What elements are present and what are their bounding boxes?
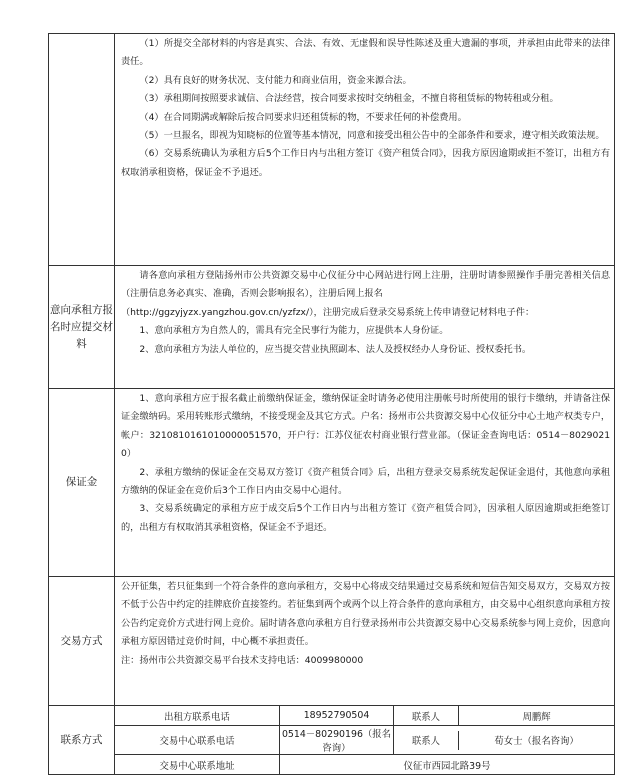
- materials-row: [49, 266, 615, 389]
- materials-content: [115, 266, 615, 389]
- trade-method-note: 注：扬州市公共资源交易平台技术支持电话：4009980000: [121, 654, 364, 666]
- deposit-row: [49, 389, 615, 577]
- commitment-item-6: （6）交易系统确认为承租方后5个工作日内与出租方签订《资产租赁合同》，因我方原因逾期或拒不签订，出租方有权取消承租资格，保证金不予退还。: [121, 148, 611, 178]
- lessor-contact-cell: [394, 706, 615, 726]
- center-contact-label: 联系人: [394, 731, 459, 750]
- trade-method-row: [49, 577, 615, 706]
- materials-item-2: 2、意向承租方为法人单位的，应当提交营业执照副本、法人及授权经办人身份证、授权委托书。: [139, 343, 532, 355]
- commitment-item-3: （3）承租期间按照要求诚信、合法经营，按合同要求按时交纳租金，不擅自将租赁标的物转租或分租。: [139, 93, 559, 105]
- deposit-item-2: 2、承租方缴纳的保证金在交易双方签订《资产租赁合同》后，出租方登录交易系统发起保证金退付，其他意向承租方缴纳的保证金在竞价后3个工作日内由交易中心退付。: [121, 466, 611, 497]
- address-value: 仪征市西园北路39号: [280, 755, 615, 775]
- center-contact-name: 荀女士（报名咨询）: [494, 736, 579, 747]
- contact-label: 联系方式: [49, 706, 115, 775]
- trade-method-text: 公开征集，若只征集到一个符合条件的意向承租方，交易中心将成交结果通过交易系统和短信告知交易双方，交易双方按不低于公告中约定的挂牌底价直接签约。若征集到两个或两个以上符合条件的意向承租方，由交易中心组织意向承租方按公告约定竞价方式进行网上竞价。届时请各意向承租方自行登录扬州市公共资源交易中心交易系统参与网上竞价，因意向承租方原因错过竞价时间，中心概不承担责任。: [121, 581, 611, 648]
- commitment-item-2: （2）具有良好的财务状况、支付能力和商业信用，资金来源合法。: [139, 74, 412, 86]
- materials-url: （http://ggzyjyzx.yangzhou.gov.cn/yzfzx/），注册完成后登录交易系统上传申请登记材料电子件：: [121, 306, 535, 318]
- materials-label: 意向承租方报名时应提交材料: [49, 266, 115, 389]
- commitment-label-cell: [49, 34, 115, 266]
- commitment-item-5: （5）一旦报名，即视为知晓标的位置等基本情况，同意和接受出租公告中的全部条件和要求，遵守相关政策法规。: [139, 130, 605, 142]
- trade-method-content: [115, 577, 615, 706]
- lessor-phone: 18952790504: [280, 706, 394, 726]
- deposit-label: 保证金: [49, 389, 115, 577]
- materials-item-1: 1、意向承租方为自然人的，需具有完全民事行为能力，应提供本人身份证。: [139, 325, 449, 337]
- center-contact-cell: [394, 726, 615, 755]
- commitment-content: [115, 34, 615, 266]
- lessor-contact-name: 周鹏辉: [522, 711, 551, 723]
- materials-intro: 请各意向承租方登陆扬州市公共资源交易中心仪征分中心网站进行网上注册，注册时请参照操作手册完善相关信息（注册信息务必真实、准确，否则会影响报名），注册后网上报名: [121, 270, 611, 300]
- contact-row-1: [49, 706, 615, 726]
- center-phone: 0514－80290196（报名咨询）: [280, 726, 394, 755]
- contact-row-2: [49, 726, 615, 755]
- info-table: [48, 33, 615, 775]
- trade-method-label: 交易方式: [49, 577, 115, 706]
- center-phone-label: 交易中心联系电话: [115, 726, 280, 755]
- address-label: 交易中心联系地址: [115, 755, 280, 775]
- deposit-item-1: 1、意向承租方应于报名截止前缴纳保证金，缴纳保证金时请务必使用注册帐号时所使用的银行卡缴纳，并请备注保证金缴纳码。采用转账形式缴纳，不接受现金及其它方式。户名：扬州市公共资源交易中心仪征分中心土地产权类专户，帐户：3210810161010000051570，开户行：江苏仪征农村商业银行营业部。（保证金查询电话：0514－80290210）: [121, 393, 611, 460]
- commitment-item-4: （4）在合同期满或解除后按合同要求归还租赁标的物，不要求任何的补偿费用。: [139, 111, 467, 123]
- commitment-item-1: （1）所提交全部材料的内容是真实、合法、有效、无虚假和误导性陈述及重大遗漏的事项，并承担由此带来的法律责任。: [121, 38, 611, 68]
- lessor-phone-label: 出租方联系电话: [115, 706, 280, 726]
- deposit-content: [115, 389, 615, 577]
- commitment-row: [49, 34, 615, 266]
- deposit-item-3: 3、交易系统确定的承租方应于成交后5个工作日内与出租方签订《资产租赁合同》，因承租人原因逾期或拒绝签订的，出租方有权取消其承租资格，保证金不予退还。: [121, 503, 611, 533]
- lessor-contact-label: 联系人: [394, 706, 459, 725]
